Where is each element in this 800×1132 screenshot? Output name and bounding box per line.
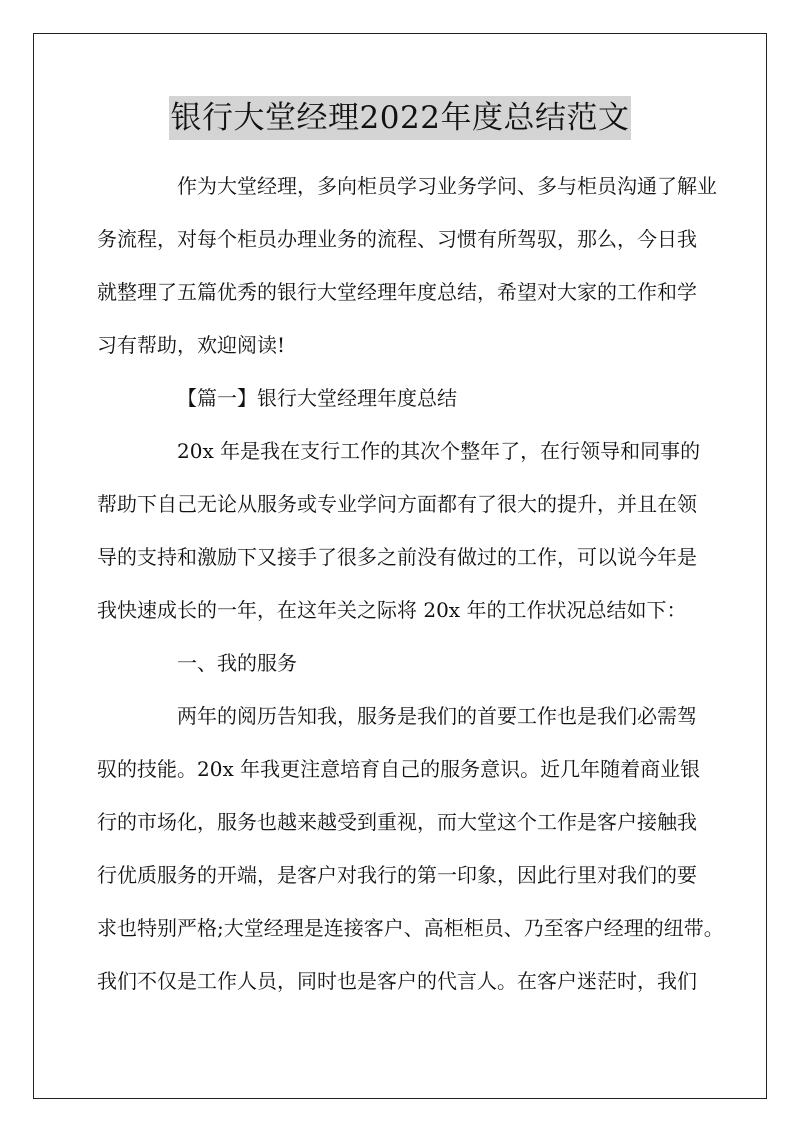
paragraph-overview <box>97 425 709 637</box>
paragraph-intro <box>97 160 717 372</box>
text-line: 驭的技能。20x 年我更注意培育自己的服务意识。近几年随着商业银 <box>97 757 701 781</box>
text-line: 我快速成长的一年，在这年关之际将 20x 年的工作状况总结如下： <box>97 598 687 622</box>
subheading-my-service <box>97 637 709 690</box>
text-line: 习有帮助，欢迎阅读! <box>97 333 286 357</box>
section-heading-part-one <box>97 372 709 425</box>
document-body <box>97 160 724 1008</box>
text-line: 一、我的服务 <box>177 651 297 675</box>
title-container <box>0 96 800 140</box>
text-line: 我们不仅是工作人员，同时也是客户的代言人。在客户迷茫时，我们 <box>97 969 697 993</box>
text-line: 两年的阅历告知我，服务是我们的首要工作也是我们必需驾 <box>177 704 697 728</box>
text-line: 帮助下自己无论从服务或专业学问方面都有了很大的提升，并且在领 <box>97 492 697 516</box>
text-line: 行优质服务的开端，是客户对我行的第一印象，因此行里对我们的要 <box>97 863 697 887</box>
text-line: 导的支持和激励下又接手了很多之前没有做过的工作，可以说今年是 <box>97 545 697 569</box>
text-line: 作为大堂经理，多向柜员学习业务学问、多与柜员沟通了解业 <box>177 174 717 198</box>
text-line: 就整理了五篇优秀的银行大堂经理年度总结，希望对大家的工作和学 <box>97 280 697 304</box>
document-title: 银行大堂经理2022年度总结范文 <box>169 96 632 140</box>
text-line: 【篇一】银行大堂经理年度总结 <box>177 386 457 410</box>
paragraph-service <box>97 690 724 1008</box>
text-line: 务流程，对每个柜员办理业务的流程、习惯有所驾驭，那么，今日我 <box>97 227 697 251</box>
text-line: 20x 年是我在支行工作的其次个整年了，在行领导和同事的 <box>177 439 701 463</box>
text-line: 行的市场化，服务也越来越受到重视，而大堂这个工作是客户接触我 <box>97 810 697 834</box>
text-line: 求也特别严格;大堂经理是连接客户、高柜柜员、乃至客户经理的纽带。 <box>97 916 724 940</box>
